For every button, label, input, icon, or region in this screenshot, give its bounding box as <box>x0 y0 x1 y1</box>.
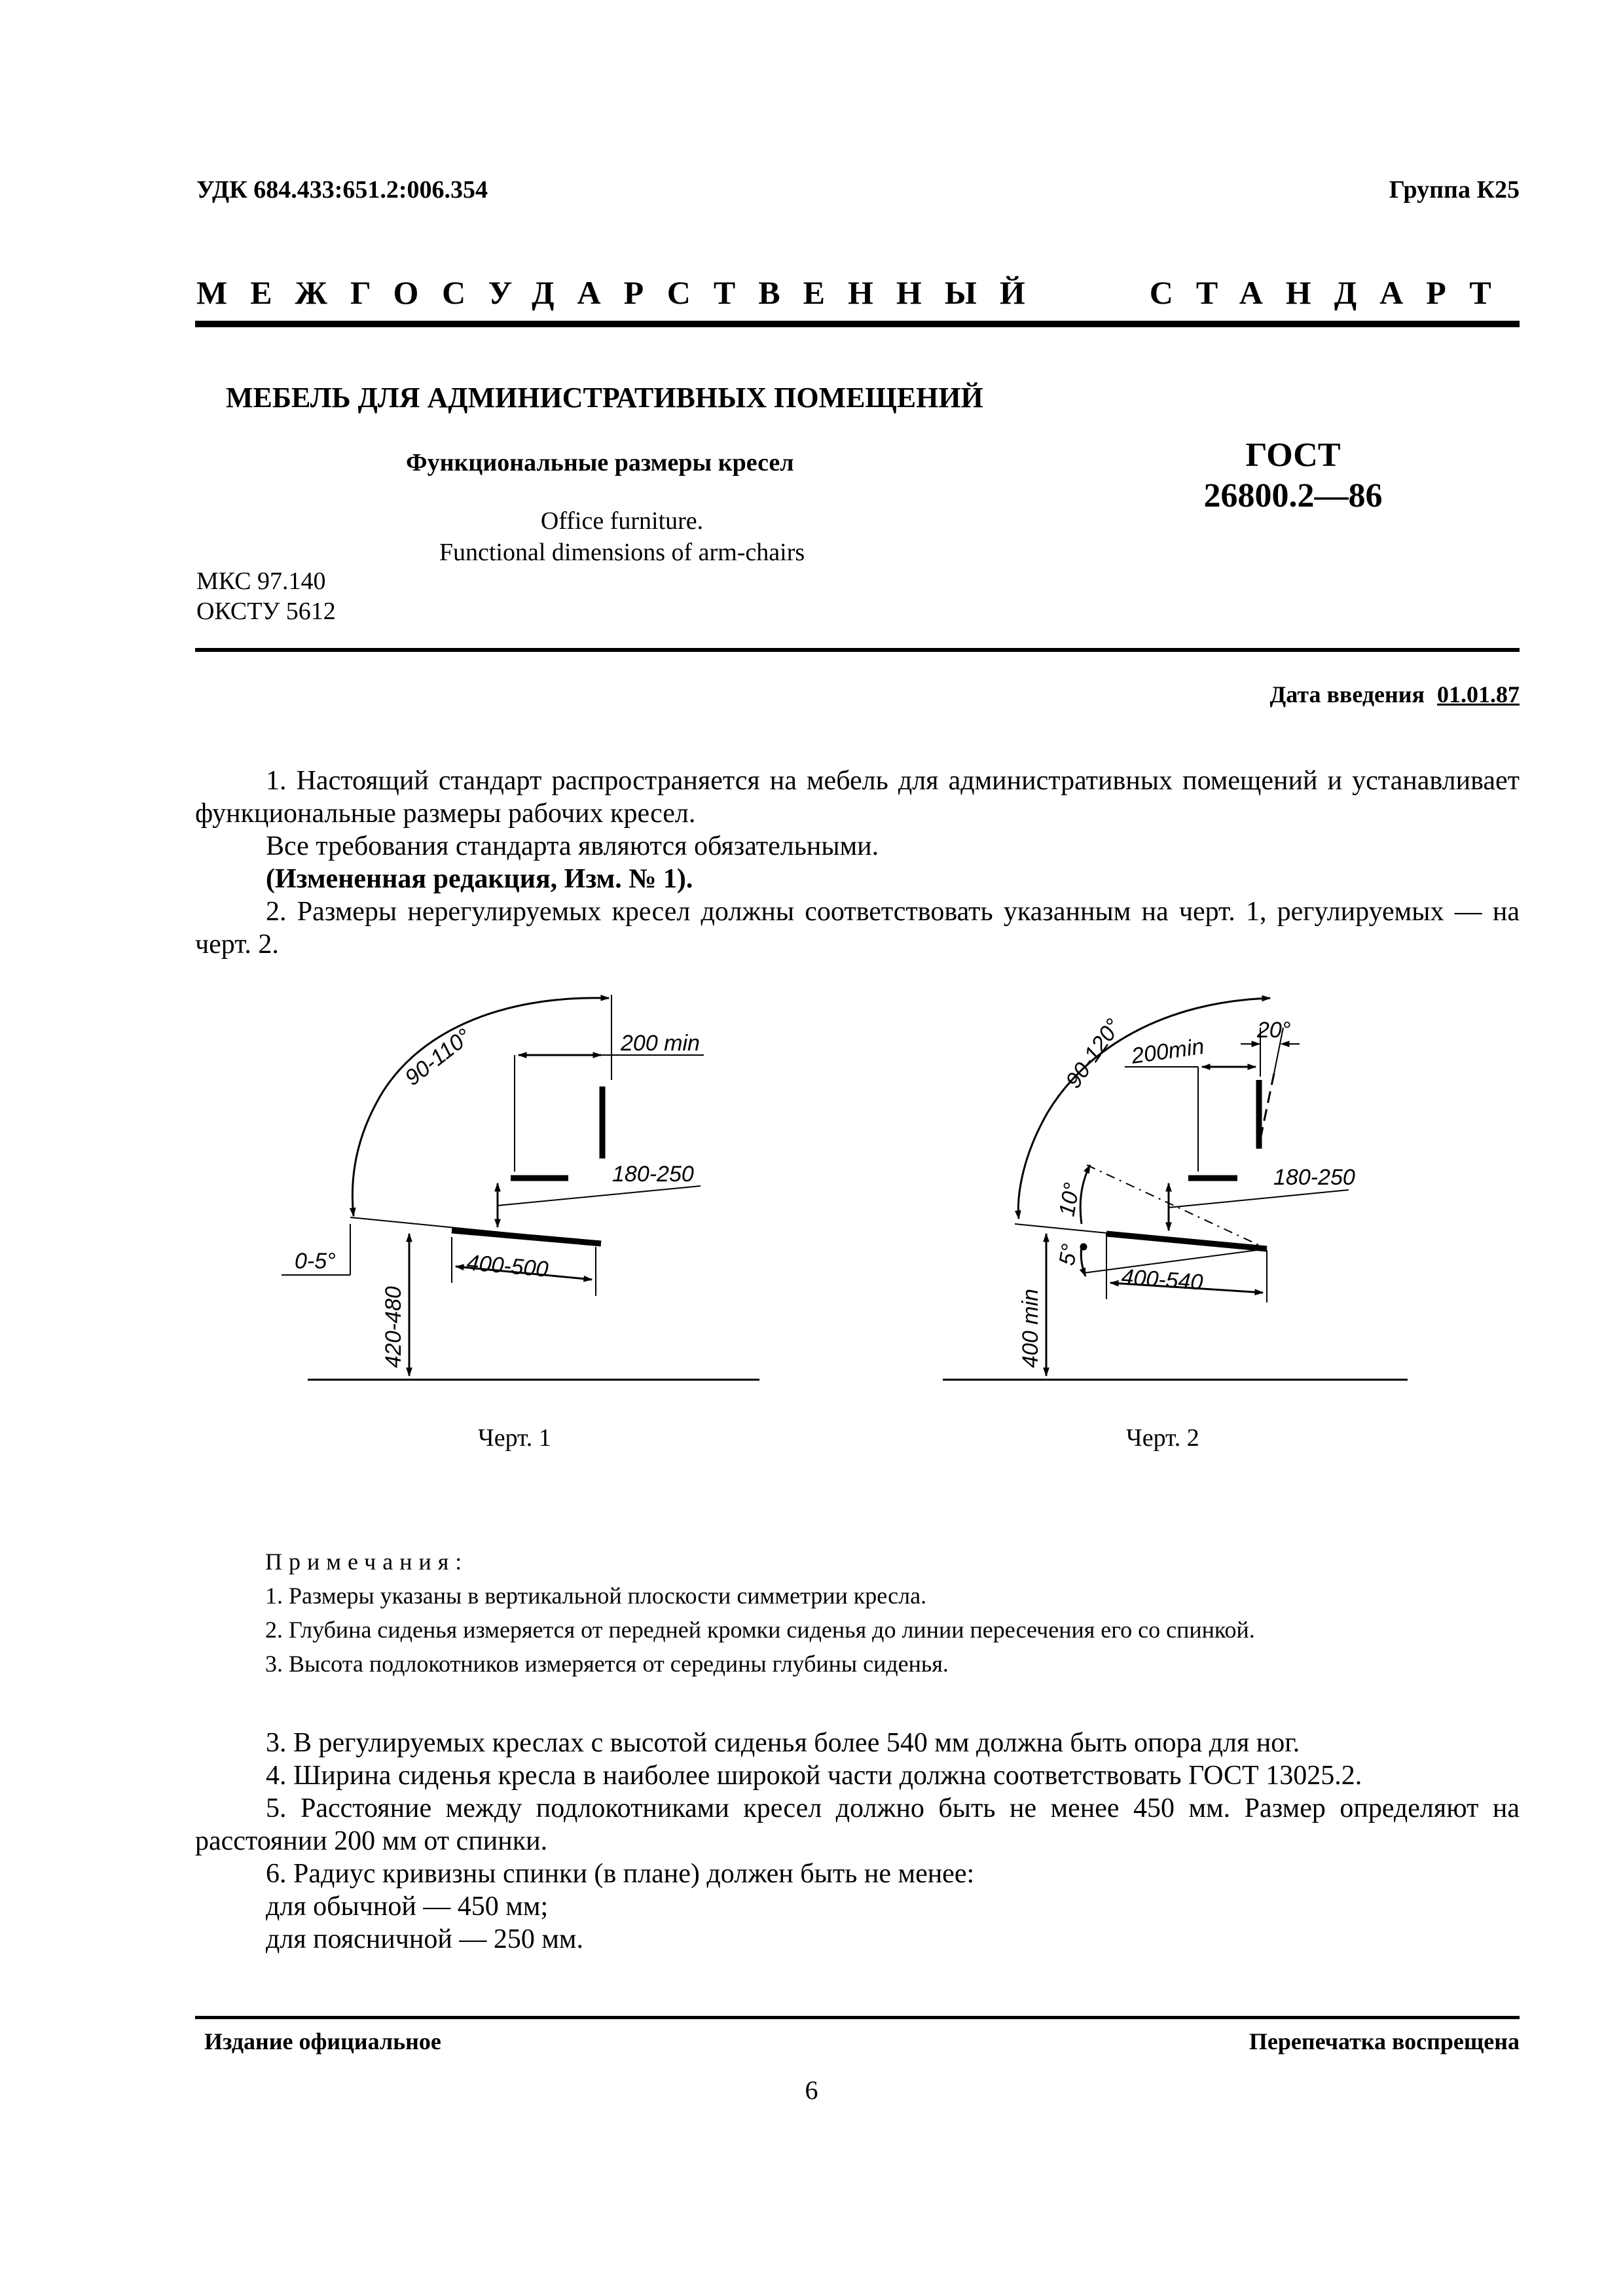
notes-block <box>265 1545 1509 1681</box>
leader-line <box>498 1186 701 1206</box>
fig1-tilt-label: 0-5° <box>295 1249 336 1274</box>
document-title: МЕБЕЛЬ ДЛЯ АДМИНИСТРАТИВНЫХ ПОМЕЩЕНИЙ <box>226 382 983 414</box>
paragraph-1-amendment: (Измененная редакция, Изм. № 1). <box>266 864 693 894</box>
figure-2-caption: Черт. 2 <box>1126 1424 1199 1452</box>
fig2-tilt-up-label: 10° <box>1054 1181 1085 1219</box>
fig1-armrest-label: 180-250 <box>612 1162 694 1187</box>
paragraphs-requirements <box>195 1727 1520 1956</box>
title-rule <box>195 648 1520 652</box>
paragraph-6-lumbar: для поясничной — 250 мм. <box>266 1924 583 1954</box>
note-item: 2. Глубина сиденья измеряется от передней кромки сиденья до линии пересечения его со спинкой. <box>265 1617 1255 1643</box>
paragraph-2: 2. Размеры нерегулируемых кресел должны соответствовать указанным на черт. 1, регулируемых — на черт. 2. <box>195 897 1520 960</box>
paragraph-1-mandatory: Все требования стандарта являются обязательными. <box>266 831 879 861</box>
udk-code: УДК 684.433:651.2:006.354 <box>196 176 488 204</box>
okstu-code: ОКСТУ 5612 <box>196 598 336 625</box>
fig2-back-tilt-label: 20° <box>1257 1018 1291 1043</box>
effective-date <box>1270 681 1520 708</box>
paragraph-1: 1. Настоящий стандарт распространяется на мебель для административных помещений и устанавливает функциональные размеры рабочих кресел. <box>195 766 1520 829</box>
fig1-height-label: 420-480 <box>381 1286 406 1368</box>
fig2-tilt-down-label: 5° <box>1054 1242 1083 1268</box>
back-angle-arc <box>1018 998 1270 1219</box>
top-rule <box>195 321 1520 327</box>
mks-code: МКС 97.140 <box>196 567 326 595</box>
effective-date-value: 01.01.87 <box>1437 681 1520 708</box>
footer-rule <box>195 2016 1520 2019</box>
effective-date-label: Дата введения <box>1269 681 1425 708</box>
fig1-backrest-label: 200 min <box>621 1031 700 1056</box>
group-code: Группа К25 <box>1389 176 1520 204</box>
standard-banner <box>196 274 1514 312</box>
seat-reference-line <box>350 1217 601 1242</box>
classification-codes <box>196 566 336 626</box>
gost-number <box>1172 435 1414 516</box>
fig1-angle-label: 90-110° <box>400 1024 477 1091</box>
english-title-line-1: Office furniture. <box>540 507 704 535</box>
english-title-line-2: Functional dimensions of arm-chairs <box>439 539 805 566</box>
fig1-depth-label: 400-500 <box>465 1250 549 1282</box>
fig2-armrest-label: 180-250 <box>1273 1165 1355 1190</box>
english-title <box>406 505 838 568</box>
figure-1-caption: Черт. 1 <box>478 1424 551 1452</box>
notes-heading: Примечания: <box>265 1549 469 1575</box>
banner-word-interstate: МЕЖГОСУДАРСТВЕННЫЙ <box>196 274 1048 311</box>
footer-reprint-notice: Перепечатка воспрещена <box>1249 2028 1520 2054</box>
seat-reference-line <box>1015 1224 1267 1249</box>
banner-word-standard: СТАНДАРТ <box>1149 274 1514 311</box>
figures-drawing <box>0 969 1623 1479</box>
note-item: 1. Размеры указаны в вертикальной плоскости симметрии кресла. <box>265 1583 927 1609</box>
note-item: 3. Высота подлокотников измеряется от середины глубины сиденья. <box>265 1651 949 1677</box>
fig2-height-label: 400 min <box>1018 1289 1043 1368</box>
seat-tilt-down-arc <box>1081 1247 1085 1276</box>
leader-line <box>1169 1190 1349 1208</box>
paragraph-5: 5. Расстояние между подлокотниками кресел должно быть не менее 450 мм. Размер определяют на расстоянии 200 мм от спинки. <box>195 1793 1520 1856</box>
paragraph-4: 4. Ширина сиденья кресла в наиболее широкой части должна соответствовать ГОСТ 13025.2. <box>266 1761 1362 1791</box>
paragraph-3: 3. В регулируемых креслах с высотой сиденья более 540 мм должна быть опора для ног. <box>266 1728 1300 1758</box>
fig2-depth-label: 400-540 <box>1120 1265 1204 1295</box>
back-angle-arc <box>352 998 609 1216</box>
gost-label: ГОСТ <box>1245 437 1341 474</box>
paragraph-6-regular: для обычной — 450 мм; <box>266 1892 549 1922</box>
page-number: 6 <box>805 2075 818 2105</box>
paragraph-6: 6. Радиус кривизны спинки (в плане) должен быть не менее: <box>266 1859 975 1889</box>
footer-official-edition: Издание официальное <box>204 2028 441 2054</box>
document-subtitle: Функциональные размеры кресел <box>406 449 794 476</box>
seat-surface <box>452 1230 601 1244</box>
paragraphs-intro <box>195 764 1520 961</box>
fig2-angle-label: 90-120° <box>1061 1014 1127 1093</box>
gost-code: 26800.2—86 <box>1203 477 1383 514</box>
fig2-backrest-label: 200min <box>1129 1033 1206 1069</box>
